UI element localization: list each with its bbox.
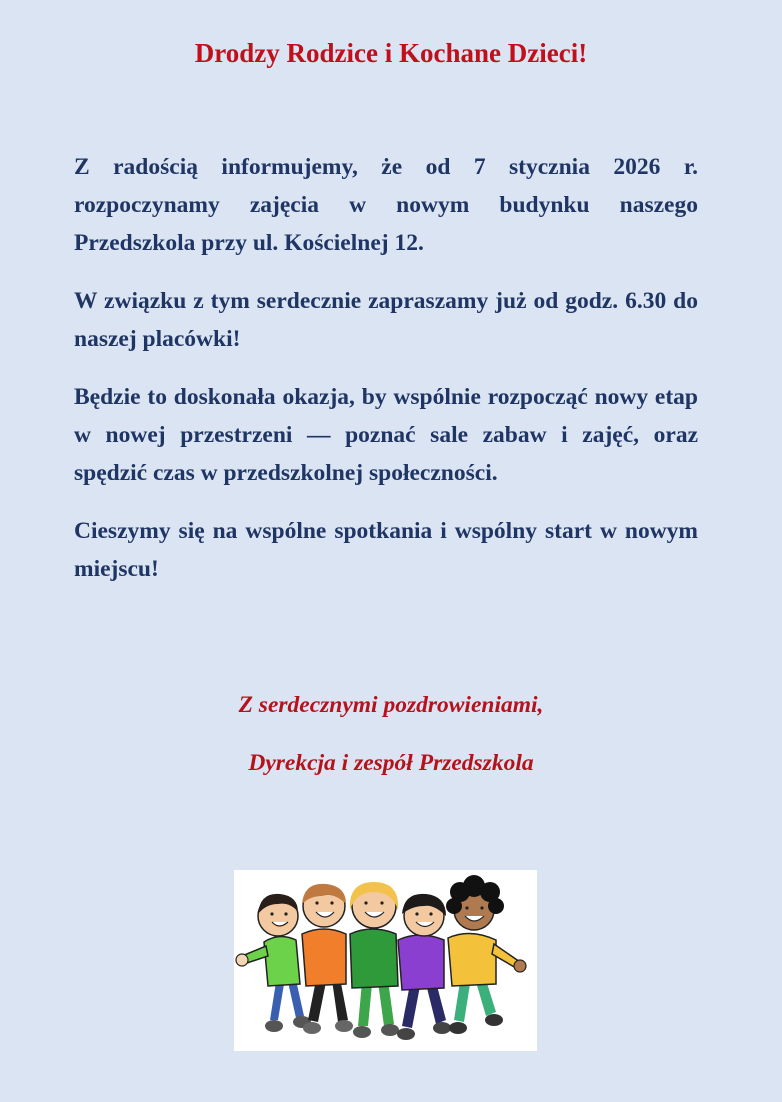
- notice-body: [74, 148, 698, 608]
- child-figure-3: [350, 882, 399, 1038]
- closing-signature: Dyrekcja i zespół Przedszkola: [248, 750, 534, 776]
- child-figure-2: [302, 884, 353, 1034]
- child-figure-4: [397, 894, 451, 1040]
- paragraph-opportunity: Będzie to doskonała okazja, by wspólnie rozpocząć nowy etap w nowej przestrzeni — poznać sale zabaw i zajęć, oraz spędzić czas w przedszkolnej społeczności.: [74, 384, 698, 486]
- page-title: Drodzy Rodzice i Kochane Dzieci!: [194, 38, 588, 68]
- child-figure-1: [236, 894, 311, 1032]
- closing-greeting: Z serdecznymi pozdrowieniami,: [238, 692, 544, 718]
- child-figure-5: [446, 875, 526, 1034]
- paragraph-announcement: Z radością informujemy, że od 7 stycznia 2026 r. rozpoczynamy zajęcia w nowym budynku naszego Przedszkola przy ul. Kościelnej 12.: [74, 154, 698, 256]
- paragraph-looking-forward: Cieszymy się na wspólne spotkania i wspólny start w nowym miejscu!: [74, 518, 698, 582]
- paragraph-invitation: W związku z tym serdecznie zapraszamy już od godz. 6.30 do naszej placówki!: [74, 288, 698, 352]
- closing-block: [0, 686, 782, 782]
- happy-children-group-icon: [234, 870, 537, 1051]
